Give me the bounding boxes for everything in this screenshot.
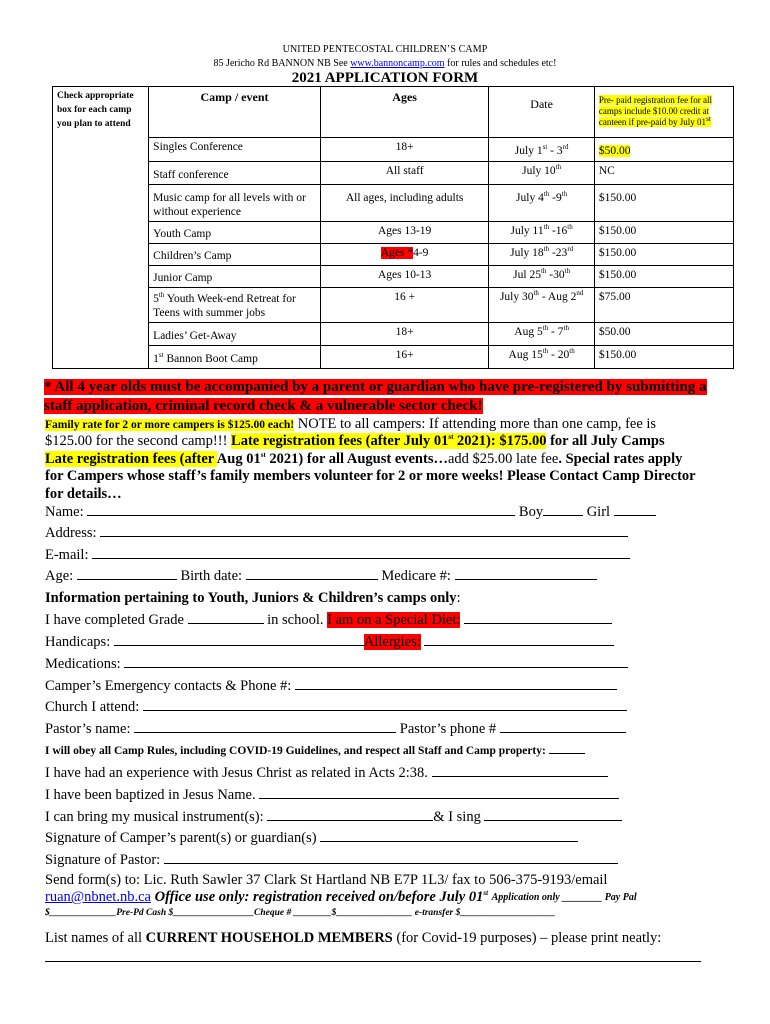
pastor-signature-label: Signature of Pastor: bbox=[45, 852, 161, 868]
medicare-input[interactable] bbox=[455, 567, 597, 580]
table-row bbox=[53, 266, 734, 288]
ages-cell: 16 + bbox=[320, 288, 489, 323]
email-label: E-mail: bbox=[45, 547, 89, 563]
grade-input[interactable] bbox=[188, 611, 264, 624]
household-heading bbox=[45, 930, 661, 947]
late-fee-july: Late registration fees (after July 01st 2021): $175.00 bbox=[231, 433, 547, 449]
application-only: Application only ________ Pay Pal bbox=[491, 892, 637, 903]
family-rate: Family rate for 2 or more campers is $125.00 each! bbox=[45, 419, 295, 431]
camp-schedule-table bbox=[52, 86, 734, 369]
payment-methods-line: $______________Pre-Pd Cash $_________________Cheque # ________$________________ e-transfer $____________________ bbox=[45, 908, 556, 918]
emergency-field-row bbox=[45, 677, 617, 695]
table-row bbox=[53, 162, 734, 185]
date-cell: July 18th -23rd bbox=[489, 244, 594, 266]
parent-signature-row bbox=[45, 829, 578, 847]
late-fee-july-line bbox=[45, 433, 665, 450]
church-input[interactable] bbox=[143, 698, 627, 711]
four-year-old-warning bbox=[44, 378, 720, 416]
date-cell: Aug 5th - 7th bbox=[489, 323, 594, 346]
date-cell: July 10th bbox=[489, 162, 594, 185]
table-row bbox=[53, 244, 734, 266]
special-diet-label: I am on a Special Diet: bbox=[327, 612, 461, 628]
address-label: Address: bbox=[45, 525, 97, 541]
grade-tail: in school. bbox=[267, 612, 324, 628]
allergies-label: Allergies: bbox=[363, 634, 421, 650]
date-cell: July 4th -9th bbox=[489, 185, 594, 222]
address-suffix: for rules and schedules etc! bbox=[444, 58, 557, 69]
table-row bbox=[53, 222, 734, 244]
late-fee-amount: add $25.00 late fee bbox=[447, 451, 559, 467]
medications-label: Medications: bbox=[45, 656, 121, 672]
check-column-header: Check appropriate box for each camp you plan to attend bbox=[53, 87, 149, 369]
pastor-signature-input[interactable] bbox=[164, 851, 618, 864]
boy-checkbox[interactable] bbox=[543, 503, 583, 516]
fee-cell: $150.00 bbox=[594, 185, 733, 222]
emergency-input[interactable] bbox=[295, 677, 617, 690]
instrument-label: I can bring my musical instrument(s): bbox=[45, 809, 264, 825]
handicaps-label: Handicaps: bbox=[45, 634, 111, 650]
event-cell: Ladies’ Get-Away bbox=[149, 323, 321, 346]
medications-field-row bbox=[45, 655, 628, 673]
office-use-line bbox=[45, 889, 637, 906]
late-fee-august-highlight: Late registration fees (after bbox=[45, 451, 217, 467]
special-rates-details: for details… bbox=[45, 486, 122, 502]
name-label: Name: bbox=[45, 504, 84, 520]
multi-camp-note: NOTE to all campers: If attending more than one camp, fee is bbox=[294, 416, 657, 432]
header-fee bbox=[594, 87, 733, 138]
household-bold: CURRENT HOUSEHOLD MEMBERS bbox=[145, 930, 393, 946]
experience-text: I have had an experience with Jesus Christ as related in Acts 2:38. bbox=[45, 765, 428, 781]
table-row bbox=[53, 288, 734, 323]
pastor-field-row bbox=[45, 720, 626, 738]
ages-cell: Ages 13-19 bbox=[320, 222, 489, 244]
pastor-input[interactable] bbox=[134, 720, 396, 733]
fee-cell: $150.00 bbox=[594, 346, 733, 369]
info-heading bbox=[45, 590, 461, 607]
household-names-input[interactable] bbox=[45, 961, 701, 962]
baptized-row bbox=[45, 786, 619, 804]
ages-cell: All staff bbox=[320, 162, 489, 185]
header-ages: Ages bbox=[320, 87, 489, 138]
baptized-text: I have been baptized in Jesus Name. bbox=[45, 787, 256, 803]
email-field-row bbox=[45, 546, 630, 564]
email-link[interactable]: ruan@nbnet.nb.ca bbox=[45, 889, 151, 905]
parent-signature-label: Signature of Camper’s parent(s) or guardian(s) bbox=[45, 830, 317, 846]
organization-name: UNITED PENTECOSTAL CHILDREN’S CAMP bbox=[282, 44, 488, 55]
fee-highlight: $50.00 bbox=[598, 145, 631, 157]
fee-cell: $150.00 bbox=[594, 244, 733, 266]
household-text: List names of all bbox=[45, 930, 146, 946]
girl-checkbox[interactable] bbox=[614, 503, 656, 516]
sing-label: & I sing bbox=[433, 809, 481, 825]
late-fee-july-tail: for all July Camps bbox=[546, 433, 665, 449]
fee-header-text: Pre- paid registration fee for all camps include $10.00 credit at canteen if pre-paid by July 01st bbox=[598, 95, 713, 127]
allergies-input[interactable] bbox=[424, 633, 614, 646]
girl-label: Girl bbox=[586, 504, 611, 520]
birth-date-label: Birth date: bbox=[180, 568, 243, 584]
special-diet-input[interactable] bbox=[464, 611, 612, 624]
experience-row bbox=[45, 764, 608, 782]
baptized-input[interactable] bbox=[259, 786, 619, 799]
handicaps-field-row bbox=[45, 633, 614, 651]
event-cell: Staff conference bbox=[149, 162, 321, 185]
ages-cell: 18+ bbox=[320, 138, 489, 162]
pastor-label: Pastor’s name: bbox=[45, 721, 131, 737]
name-field-row bbox=[45, 503, 656, 521]
late-fee-august-line bbox=[45, 451, 682, 468]
ages-highlight: Ages * bbox=[380, 247, 414, 259]
send-forms-line: Send form(s) to: Lic. Ruth Sawler 37 Clark St Hartland NB E7P 1L3/ fax to 506-375-9193/email bbox=[45, 872, 608, 888]
ages-cell: All ages, including adults bbox=[320, 185, 489, 222]
experience-input[interactable] bbox=[432, 764, 608, 777]
office-use-text: Office use only: registration received on/before July 01st bbox=[150, 889, 489, 905]
birth-date-input[interactable] bbox=[246, 567, 378, 580]
date-cell: July 30th - Aug 2nd bbox=[489, 288, 594, 323]
family-rate-line bbox=[45, 416, 656, 434]
church-label: Church I attend: bbox=[45, 699, 140, 715]
instrument-row bbox=[45, 808, 622, 826]
boy-label: Boy bbox=[518, 504, 544, 520]
ages-cell bbox=[320, 244, 489, 266]
household-tail: (for Covid-19 purposes) – please print neatly: bbox=[392, 930, 662, 946]
second-camp-fee: $125.00 for the second camp!!! bbox=[45, 433, 232, 449]
name-input[interactable] bbox=[87, 503, 515, 516]
table-row bbox=[53, 323, 734, 346]
ages-cell: Ages 10-13 bbox=[320, 266, 489, 288]
medicare-label: Medicare #: bbox=[381, 568, 451, 584]
fee-cell: $75.00 bbox=[594, 288, 733, 323]
age-input[interactable] bbox=[77, 567, 177, 580]
address-field-row bbox=[45, 524, 628, 542]
grade-label: I have completed Grade bbox=[45, 612, 184, 628]
instrument-input[interactable] bbox=[267, 808, 433, 821]
date-cell: Aug 15th - 20th bbox=[489, 346, 594, 369]
pastor-phone-label: Pastor’s phone # bbox=[399, 721, 497, 737]
address-input[interactable] bbox=[100, 524, 628, 537]
special-rates: . Special rates apply bbox=[558, 451, 683, 467]
rules-row bbox=[45, 743, 585, 760]
website-link[interactable]: www.bannoncamp.com bbox=[350, 58, 445, 69]
header-camp-event: Camp / event bbox=[149, 87, 321, 138]
table-row bbox=[53, 346, 734, 369]
ages-cell: 16+ bbox=[320, 346, 489, 369]
fee-cell: $150.00 bbox=[594, 222, 733, 244]
grade-field-row bbox=[45, 611, 612, 629]
email-input[interactable] bbox=[92, 546, 630, 559]
warning-text: * All 4 year olds must be accompanied by a parent or guardian who have pre-registered by submitting a staff application, criminal record check & a vulnerable sector check! bbox=[44, 379, 707, 414]
church-field-row bbox=[45, 698, 627, 716]
camp-address bbox=[0, 58, 770, 69]
table-row bbox=[53, 138, 734, 162]
event-cell: Singles Conference bbox=[149, 138, 321, 162]
event-cell: Children’s Camp bbox=[149, 244, 321, 266]
form-title: 2021 APPLICATION FORM bbox=[291, 70, 479, 86]
date-cell: Jul 25th -30th bbox=[489, 266, 594, 288]
special-rates-line: for Campers whose staff’s family members volunteer for 2 or more weeks! Please Contact Camp Director bbox=[45, 468, 696, 484]
fee-cell: $150.00 bbox=[594, 266, 733, 288]
date-cell: July 11th -16th bbox=[489, 222, 594, 244]
parent-signature-input[interactable] bbox=[320, 829, 578, 842]
event-cell: 1st Bannon Boot Camp bbox=[149, 346, 321, 369]
event-cell: 5th Youth Week-end Retreat for Teens with summer jobs bbox=[149, 288, 321, 323]
ages-range: 4-9 bbox=[413, 247, 429, 259]
age-label: Age: bbox=[45, 568, 74, 584]
fee-cell bbox=[594, 138, 733, 162]
pastor-signature-row bbox=[45, 851, 618, 869]
sing-input[interactable] bbox=[484, 808, 622, 821]
emergency-label: Camper’s Emergency contacts & Phone #: bbox=[45, 678, 292, 694]
info-heading-colon: : bbox=[456, 590, 461, 606]
fee-cell: NC bbox=[594, 162, 733, 185]
event-cell: Music camp for all levels with or without experience bbox=[149, 185, 321, 222]
date-cell: July 1st - 3rd bbox=[489, 138, 594, 162]
table-row bbox=[53, 185, 734, 222]
event-cell: Junior Camp bbox=[149, 266, 321, 288]
rules-text: I will obey all Camp Rules, including COVID-19 Guidelines, and respect all Staff and Camp property: bbox=[45, 745, 546, 757]
fee-cell: $50.00 bbox=[594, 323, 733, 346]
info-heading-text: Information pertaining to Youth, Juniors & Children’s camps only bbox=[45, 590, 457, 606]
handicaps-input[interactable] bbox=[114, 633, 364, 646]
medications-input[interactable] bbox=[124, 655, 628, 668]
event-cell: Youth Camp bbox=[149, 222, 321, 244]
header-date: Date bbox=[489, 87, 594, 138]
age-field-row bbox=[45, 567, 597, 585]
table-header-row bbox=[53, 87, 734, 138]
late-fee-august: Aug 01st 2021) for all August events… bbox=[216, 451, 448, 467]
rules-input[interactable] bbox=[549, 743, 585, 754]
ages-cell: 18+ bbox=[320, 323, 489, 346]
address-prefix: 85 Jericho Rd BANNON NB See bbox=[213, 58, 351, 69]
pastor-phone-input[interactable] bbox=[500, 720, 626, 733]
